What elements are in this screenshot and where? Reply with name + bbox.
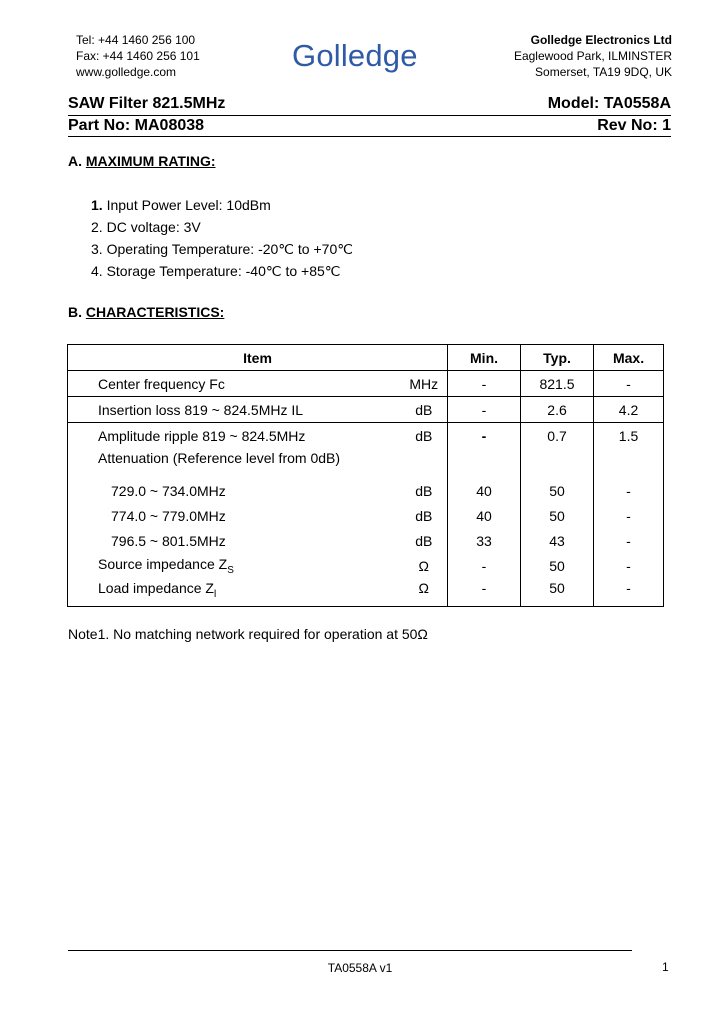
row-typ: 50 [521,503,594,528]
row-typ: 50 [521,578,594,606]
product-title: SAW Filter 821.5MHz [68,95,226,112]
list-item [91,238,353,260]
list-item [91,216,353,238]
header-item: Item [68,345,448,371]
row-max: - [594,528,664,553]
row-max: - [594,371,664,397]
row-max: - [594,578,664,606]
row-unit: dB [401,397,448,423]
table-row [68,371,664,397]
website-link[interactable]: www.golledge.com [76,65,177,79]
row-typ: 2.6 [521,397,594,423]
list-item-number: 2. [91,219,103,235]
row-unit: dB [401,503,448,528]
header-max: Max. [594,345,664,371]
row-item [68,553,401,578]
list-item [91,260,353,282]
table-row [68,578,664,606]
row-min: - [448,371,521,397]
part-number: Part No: MA08038 [68,117,205,134]
row-max: - [594,478,664,503]
row-typ: 43 [521,528,594,553]
title-row-1 [68,95,671,115]
row-min: 40 [448,478,521,503]
table-row [68,448,664,478]
section-a-title: MAXIMUM RATING: [85,153,216,169]
row-min: - [448,423,521,449]
row-item-subscript: S [227,564,234,576]
logo-text: Golledge [292,38,418,73]
list-item-number: 1. [91,197,103,213]
list-item-text: Input Power Level: 10dBm [106,197,271,213]
company-address-1: Eaglewood Park, ILMINSTER [513,49,672,63]
row-max: 4.2 [594,397,664,423]
section-b-heading [68,304,224,320]
max-rating-list [91,194,353,282]
page-number: 1 [662,960,669,974]
note-text: Note1. No matching network required for operation at 50Ω [68,626,428,642]
table-row [68,503,664,528]
table-row [68,528,664,553]
fax-text: Fax: +44 1460 256 101 [76,49,200,63]
row-item-label: Source impedance Z [98,555,228,572]
row-min: 40 [448,503,521,528]
row-item-label: Load impedance Z [98,580,214,596]
row-max: - [594,553,664,578]
row-max [594,448,664,478]
company-address-2: Somerset, TA19 9DQ, UK [535,65,672,79]
model-number: Model: TA0558A [547,95,671,112]
table-row [68,423,664,449]
section-b-prefix: B. [68,304,82,320]
characteristics-table [67,344,664,607]
tel-text: Tel: +44 1460 256 100 [76,33,196,47]
row-max: 1.5 [594,423,664,449]
row-min [448,448,521,478]
row-unit [401,448,448,478]
row-unit: dB [401,528,448,553]
list-item-text: Operating Temperature: -20℃ to +70℃ [106,241,353,257]
row-unit: dB [401,478,448,503]
contact-block [76,32,200,80]
row-item: 774.0 ~ 779.0MHz [68,503,401,528]
row-typ [521,448,594,478]
footer-doc-id: TA0558A v1 [327,961,393,975]
table-header-row [68,345,664,371]
row-item [68,578,401,606]
table-row [68,397,664,423]
row-typ: 50 [521,553,594,578]
title-row-2 [68,117,671,137]
row-unit: Ω [401,553,448,578]
row-item-subscript: l [213,588,217,600]
list-item [91,194,353,216]
row-unit: dB [401,423,448,449]
company-name: Golledge Electronics Ltd [530,33,672,47]
list-item-text: Storage Temperature: -40℃ to +85℃ [106,263,341,279]
table-row [68,478,664,503]
list-item-text: DC voltage: 3V [106,219,201,235]
list-item-number: 3. [91,241,103,257]
row-unit: Ω [401,578,448,606]
row-unit: MHz [401,371,448,397]
header-typ: Typ. [521,345,594,371]
section-a-heading [68,153,216,169]
row-item: Amplitude ripple 819 ~ 824.5MHz [68,423,401,449]
row-item: Attenuation (Reference level from 0dB) [68,448,401,478]
row-min: - [448,553,521,578]
title-divider-2 [68,136,671,137]
section-b-title: CHARACTERISTICS: [85,304,225,320]
footer-divider [68,950,632,951]
row-typ: 821.5 [521,371,594,397]
revision-number: Rev No: 1 [597,117,671,134]
table-row [68,553,664,578]
row-min: - [448,397,521,423]
row-item: 729.0 ~ 734.0MHz [68,478,401,503]
section-a-prefix: A. [68,153,82,169]
row-item: Insertion loss 819 ~ 824.5MHz IL [68,397,401,423]
golledge-logo [292,38,418,74]
row-max: - [594,503,664,528]
row-min: 33 [448,528,521,553]
row-typ: 50 [521,478,594,503]
row-item: 796.5 ~ 801.5MHz [68,528,401,553]
title-divider-1 [68,115,671,116]
header-min: Min. [448,345,521,371]
list-item-number: 4. [91,263,103,279]
row-min: - [448,578,521,606]
row-item: Center frequency Fc [68,371,401,397]
row-typ: 0.7 [521,423,594,449]
company-block [514,32,672,80]
